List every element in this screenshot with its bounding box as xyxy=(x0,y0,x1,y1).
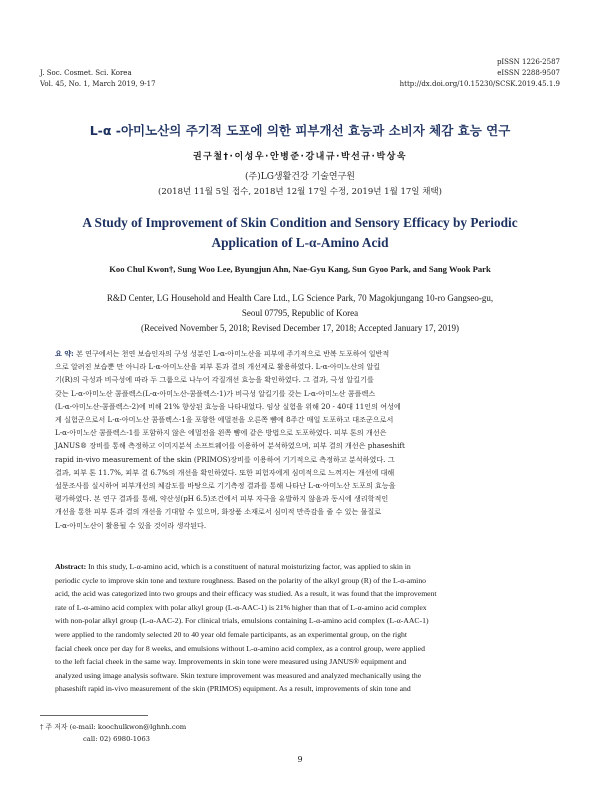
affiliation-line-1: R&D Center, LG Household and Health Care Ltd., LG Science Park, 70 Magokjungang 10-ro Gangseo-gu, xyxy=(106,293,494,303)
abstract-english xyxy=(55,560,545,696)
abstract-korean-line: (L-α-아미노산-콤플렉스-2)에 비해 21% 향상된 효능을 나타내었다. 임상 실험을 위해 20 - 40대 11인의 여성에 xyxy=(55,401,401,411)
abstract-korean-line: 결과, 피부 톤 11.7%, 피부 결 6.7%의 개선을 확인하였다. 또한 피험자에게 심미적으로 느껴지는 개선에 대해 xyxy=(55,467,395,477)
abstract-english-line: analyzed using image analysis software. Skin texture improvement was measured and analyzed mechanically using the xyxy=(55,670,422,680)
abstract-korean-line: 개선을 통한 피부 톤과 결의 개선을 기대할 수 있으며, 화장품 소재로서 심미적 만족감을 줄 수 있는 물질로 xyxy=(55,507,382,517)
received-dates: (Received November 5, 2018; Revised December 17, 2018; Accepted January 17, 2019) xyxy=(141,323,459,333)
footnote xyxy=(40,721,186,745)
authors-korean: 권구철†·이성우·안병준·강내규·박선규·박상욱 xyxy=(192,152,408,162)
affiliation-english xyxy=(60,291,540,336)
eissn: eISSN 2288-9507 xyxy=(497,69,560,77)
footnote-divider xyxy=(40,715,148,716)
footnote-phone: call: 02) 6980-1063 xyxy=(83,735,151,743)
abstract-english-line: to the left facial cheek in the same way. Improvements in skin tone were measured using JANUS® equipment and xyxy=(55,657,407,667)
abstract-english-line: phaseshift rapid in-vivo measurement of the skin (PRIMOS) equipment. As a result, improvements of skin tone and xyxy=(55,684,411,694)
journal-header-left xyxy=(40,68,156,90)
abstract-korean-line: 으로 알려진 보습뿐 만 아니라 L-α-아미노산을 피부 톤과 결의 개선제로 활용하였다. L-α-아미노산의 알킬 xyxy=(55,362,381,372)
abstract-korean-line: rapid in-vivo measurement of the skin (PRIMOS)장비를 이용하여 기기적으로 측정하고 분석하였다. 그 xyxy=(55,454,395,464)
abstract-english-line: facial cheek once per day for 8 weeks, and emulsions without L-α-amino acid complex, as a control group, were applied xyxy=(55,643,425,653)
journal-name: J. Soc. Cosmet. Sci. Korea xyxy=(40,69,132,77)
abstract-korean-line: 설문조사를 실시하여 피부개선의 체감도를 바탕으로 기기측정 결과를 통해 나타난 L-α-아미노산 도포의 효능을 xyxy=(55,481,396,491)
volume-info: Vol. 45, No. 1, March 2019, 9-17 xyxy=(40,80,156,88)
dates-korean: (2018년 11월 5일 접수, 2018년 12월 17일 수정, 2019년 1월 17일 채택) xyxy=(158,187,442,197)
abstract-english-label: Abstract: xyxy=(55,562,87,571)
abstract-korean-line: 기(R)의 극성과 비극성에 따라 두 그룹으로 나누어 각질개선 효능을 확인하였다. 그 결과, 극성 알킬기를 xyxy=(55,375,374,385)
journal-header-right xyxy=(400,57,560,90)
abstract-english-line: with non-polar alkyl group (L-α-AAC-2). For clinical trials, emulsions containing L-α-amino acid complex (L-α-AAC-1) xyxy=(55,616,429,626)
abstract-korean-label: 요 약: xyxy=(55,349,74,358)
pissn: pISSN 1226-2587 xyxy=(496,58,560,66)
abstract-english-line: In this study, L-α-amino acid, which is a constituent of natural moisturizing factor, was applied to skin in xyxy=(88,562,411,571)
doi-link[interactable]: http://dx.doi.org/10.15230/SCSK.2019.45.1.9 xyxy=(399,80,560,88)
abstract-korean xyxy=(55,347,545,532)
abstract-english-line: rate of L-α-amino acid complex with polar alkyl group (L-α-AAC-1) is 21% higher than that of L-α-amino acid complex xyxy=(55,602,427,612)
authors-english: Koo Chul Kwon†, Sung Woo Lee, Byungjun Ahn, Nae-Gyu Kang, Sun Gyoo Park, and Sang Wook Park xyxy=(109,264,491,274)
affiliation-korean: (주)LG생활건강 기술연구원 xyxy=(245,172,355,182)
abstract-korean-line: 평가하였다. 본 연구 결과를 통해, 약산성(pH 6.5)조건에서 피부 자극을 유발하지 않음과 동시에 생리학적인 xyxy=(55,494,389,504)
abstract-korean-line: L-α-아미노산 콤플렉스-1를 포함하지 않은 에멀전을 왼쪽 뺨에 같은 방법으로 도포하였다. 피부 톤의 개선은 xyxy=(55,428,387,438)
abstract-english-line: periodic cycle to improve skin tone and texture roughness. Based on the polarity of the alkyl group (R) of the L-α-amino xyxy=(55,575,427,585)
affiliation-line-2: Seoul 07795, Republic of Korea xyxy=(241,308,359,318)
title-korean: L-α -아미노산의 주기적 도포에 의한 피부개선 효능과 소비자 체감 효능 연구 xyxy=(89,123,511,138)
footnote-email: † 주 저자 (e-mail: koochulkwon@lghnh.com xyxy=(40,723,187,731)
abstract-korean-line: L-α-아미노산이 활용될 수 있을 것이라 생각된다. xyxy=(55,520,207,530)
page-number: 9 xyxy=(297,755,303,764)
abstract-english-line: acid, the acid was categorized into two groups and their efficacy was studied. As a result, it was found that the improvement xyxy=(55,589,437,599)
title-english: A Study of Improvement of Skin Condition and Sensory Efficacy by Periodic Application of L-α-Amino Acid xyxy=(82,215,518,250)
abstract-korean-line: 본 연구에서는 천연 보습인자의 구성 성분인 L-α-아미노산을 피부에 주기적으로 반복 도포하여 일반적 xyxy=(76,349,390,358)
abstract-korean-line: 갖는 L-α-아미노산 콤플렉스(L-α-아미노산-콤플렉스-1)가 비극성 알킬기를 갖는 L-α-아미노산 콤플렉스 xyxy=(55,388,376,398)
abstract-english-line: were applied to the randomly selected 20 to 40 year old female participants, as an experimental group, on the right xyxy=(55,629,408,639)
abstract-korean-line: JANUS® 장비를 통해 측정하고 이미지분석 소프트웨어를 이용하여 분석하였으며, 피부 결의 개선은 phaseshift xyxy=(55,441,405,451)
abstract-korean-line: 게 실험군으로서 L-α-아미노산 콤플렉스-1을 포함한 에멀전을 오른쪽 뺨에 8주간 매일 도포하고 대조군으로서 xyxy=(55,415,394,425)
